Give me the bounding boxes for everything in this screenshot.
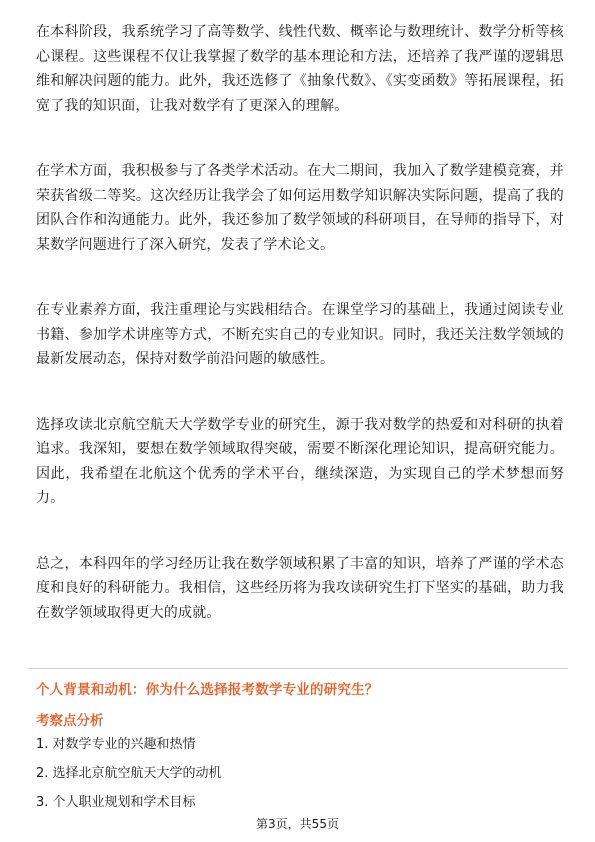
paragraph-undergraduate-courses: 在本科阶段，我系统学习了高等数学、线性代数、概率论与数理统计、数学分析等核心课程。这些课程不仅让我掌握了数学的基本理论和方法，还培养了我严谨的逻辑思维和解决问题的能力。此外，我还选修了《抽象代数》、《实变函数》等拓展课程，拓宽了我的知识面，让我对数学有了更深入的理解。 [36, 24, 564, 114]
list-item: 2. 选择北京航空航天大学的动机 [36, 766, 222, 781]
list-item: 3. 个人职业规划和学术目标 [36, 795, 196, 810]
section-divider [28, 668, 568, 669]
paragraph-motivation: 选择攻读北京航空航天大学数学专业的研究生，源于我对数学的热爱和对科研的执着追求。我深知，要想在数学领域取得突破，需要不断深化理论知识，提高研究能力。因此，我希望在北航这个优秀的学术平台，继续深造，为实现自己的学术梦想而努力。 [36, 416, 564, 506]
page-number-footer: 第3页，共55页 [256, 817, 339, 831]
essay-body [36, 20, 564, 625]
analysis-points-title: 考察点分析 [36, 713, 104, 729]
paragraph-conclusion: 总之，本科四年的学习经历让我在数学领域积累了丰富的知识，培养了严谨的学术态度和良好的科研能力。我相信，这些经历将为我攻读研究生打下坚实的基础，助力我在数学领域取得更大的成就。 [36, 555, 564, 621]
list-item: 1. 对数学专业的兴趣和热情 [36, 737, 196, 752]
paragraph-professional-literacy: 在专业素养方面，我注重理论与实践相结合。在课堂学习的基础上，我通过阅读专业书籍、参加学术讲座等方式，不断充实自己的专业知识。同时，我还关注数学领域的最新发展动态，保持对数学前沿问题的敏感性。 [36, 302, 564, 367]
analysis-points-list [36, 736, 222, 823]
question-heading: 个人背景和动机：你为什么选择报考数学专业的研究生？ [36, 682, 379, 698]
paragraph-academic-activities: 在学术方面，我积极参与了各类学术活动。在大二期间，我加入了数学建模竞赛，并荣获省级二等奖。这次经历让我学会了如何运用数学知识解决实际问题，提高了我的团队合作和沟通能力。此外，我还参加了数学领域的科研项目，在导师的指导下，对某数学问题进行了深入研究，发表了学术论文。 [36, 163, 564, 253]
